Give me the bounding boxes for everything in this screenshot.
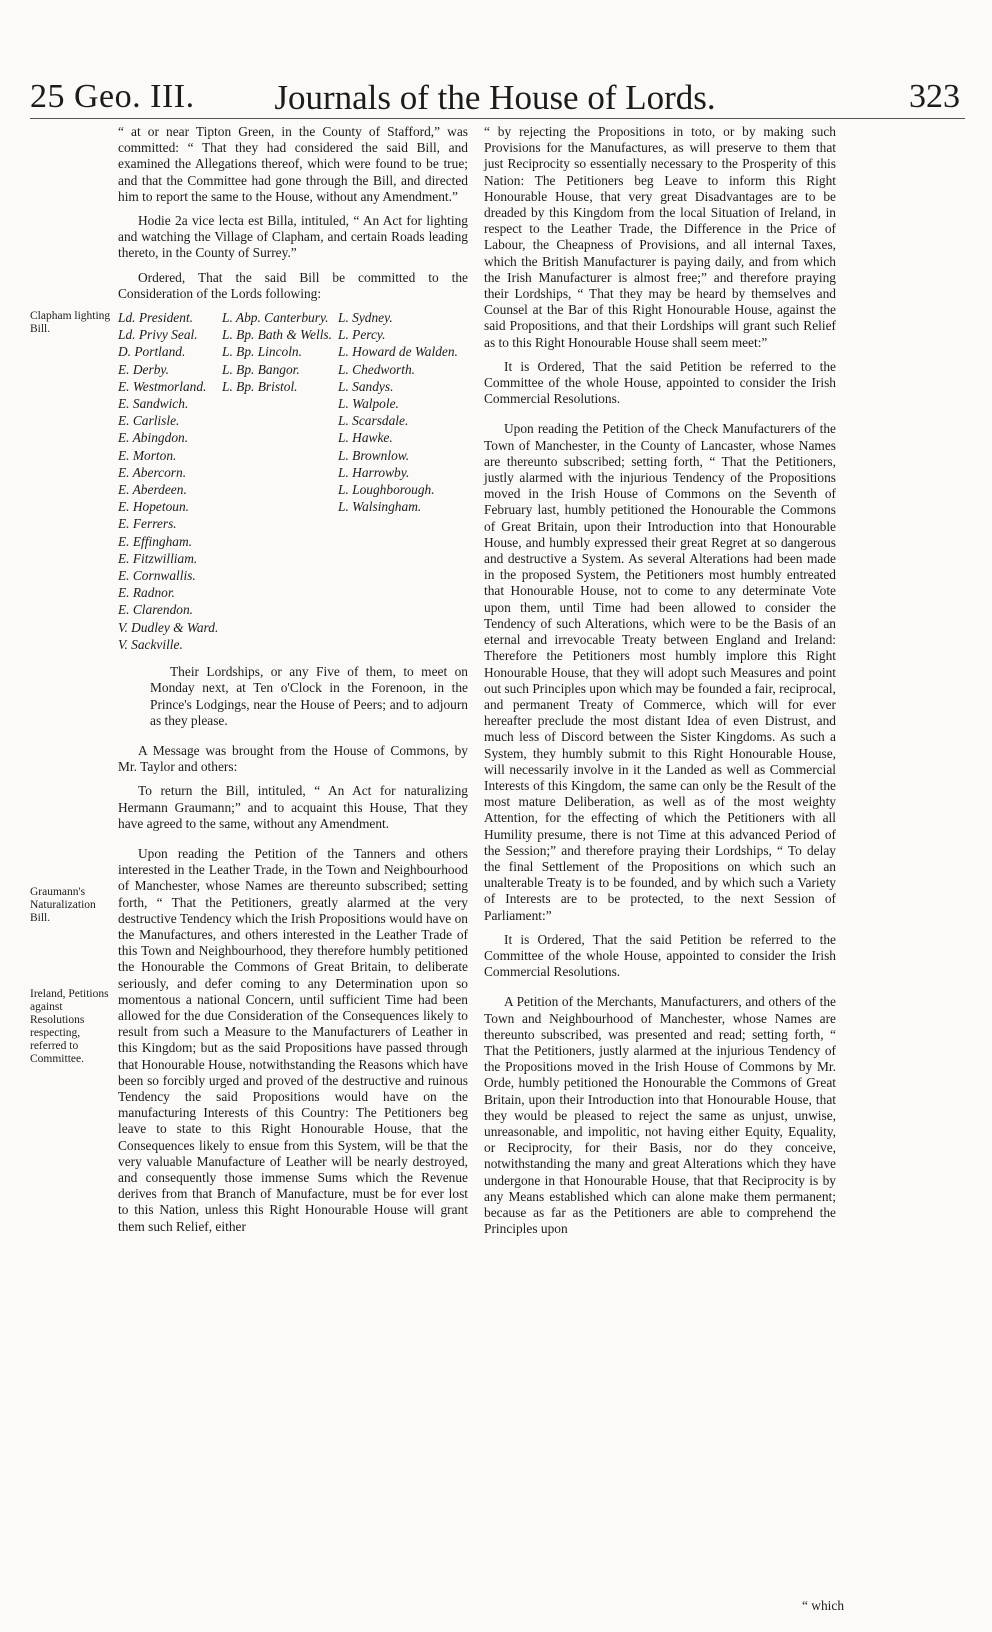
lord-name: L. Abp. Canterbury. bbox=[222, 310, 329, 326]
lord-name: E. Ferrers. bbox=[118, 516, 177, 532]
lords-column-2 bbox=[222, 310, 338, 654]
lords-column-1 bbox=[118, 310, 222, 654]
lord-name: E. Radnor. bbox=[118, 585, 175, 601]
lord-name: D. Portland. bbox=[118, 344, 186, 360]
lords-column-3 bbox=[338, 310, 468, 654]
lord-name: L. Bp. Bath & Wells. bbox=[222, 327, 332, 343]
paragraph: “ by rejecting the Propositions in toto, or by making such Provisions for the Manufactures, as will preserve to them that just Reciprocity so essentially necessary to the Prosperity of this Nation: The Petitioners beg Leave to inform this Right Honourable House, that very great Disadvantages are to be dreaded by this Kingdom from the local Situation of Ireland, in respect to the Leather Trade, the Difference in the Price of Labour, the Cheapness of Provisions, and all internal Taxes, which the British Manufacturer is paying daily, and from which the Irish Manufacturer is almost free;” and therefore praying their Lordships, “ That they may be heard by themselves and Counsel at the Bar of this Right Honourable House, against the said Propositions, and that their Lordships will grant such Relief as to this Right Honourable House shall seem meet:” bbox=[484, 124, 836, 350]
lords-list bbox=[118, 310, 468, 654]
lord-name: E. Cornwallis. bbox=[118, 568, 196, 584]
paragraph: “ at or near Tipton Green, in the County of Stafford,” was committed: “ That they had considered the said Bill, and examined the Allegations thereof, which were found to be true; and that the Committee had gone through the Bill, and directed him to report the same to the House, without any Amendment.” bbox=[118, 124, 468, 204]
paragraph: It is Ordered, That the said Petition be referred to the Committee of the whole House, appointed to consider the Irish Commercial Resolutions. bbox=[484, 931, 836, 980]
lord-name: L. Sandys. bbox=[338, 378, 394, 394]
lord-name: E. Clarendon. bbox=[118, 602, 194, 618]
lord-name: E. Abercorn. bbox=[118, 464, 187, 480]
regnal-year: 25 Geo. III. bbox=[30, 78, 195, 115]
running-title: Journals of the House of Lords. bbox=[274, 78, 716, 117]
lord-name: E. Carlisle. bbox=[118, 413, 180, 429]
paragraph: Upon reading the Petition of the Check Manufacturers of the Town of Manchester, in the County of Lancaster, whose Names are thereunto subscribed; setting forth, “ That the Petitioners, justly alarmed with the injurious Tendency of the Propositions moved in the Irish House of Commons on the Seventh of February last, humbly petitioned the Honourable the Commons of Great Britain, upon their Introduction into that Honourable House, and humbly expressed their great Regret at so dangerous and destructive a System. As several Alterations had been made in the proposed System, the Petitioners most humbly entreated that Honourable House, not to come to any determinate Vote upon them, until Time had been allowed to consider the Tendency of such Alterations, which were to be the Basis of an eternal and irrevocable Treaty between England and Ireland: Therefore the Petitioners most humbly implore this Right Honourable House, that they will adopt such Measures and point out such Principles upon which may be founded a fair, reciprocal, and permanent Treaty of Commerce, which will for ever hereafter preclude the most distant Idea of even Distrust, and much less of Discord between the Sister Kingdoms. As such a System, they humbly submit to this Right Honourable House, will necessarily involve in it the Landed as well as Commercial Interests of this Kingdom, the same can only be the Result of the most mature Deliberation, as well as of the most weighty Attention, for the effecting of which the Petitioners with all Humility presume, there is not Time at this advanced Period of the Session;” and therefore praying their Lordships, “ To delay the final Settlement of the Propositions on which such an unalterable Treaty is to be founded, and by which such a Variety of Interests are to be protected, to the next Session of Parliament:” bbox=[484, 421, 836, 923]
lord-name: L. Bp. Lincoln. bbox=[222, 344, 302, 360]
page-number: 323 bbox=[909, 78, 960, 115]
paragraph: It is Ordered, That the said Petition be referred to the Committee of the whole House, appointed to consider the Irish Commercial Resolutions. bbox=[484, 358, 836, 407]
paragraph: Upon reading the Petition of the Tanners and others interested in the Leather Trade, in the Town and Neighbourhood of Manchester, whose Names are thereunto subscribed; setting forth, “ That the Petitioners, greatly alarmed at the very destructive Tendency which the Irish Propositions would have on the Manufactures, and others interested in the Leather Trade of this Town and Neighbourhood, they therefore humbly petitioned the Honourable the Commons of Great Britain, to deliberate seriously, and defer coming to any Determination upon so momentous a national Concern, until sufficient Time had been allowed for the due Consideration of the Consequences likely to result from such a Measure to the Manufacturers of Leather in this Kingdom; but as the said Propositions have passed through that Honourable House, notwithstanding the Reasons which have been so forcibly urged and proved of the destructive and ruinous Tendency the said Propositions would have on the manufacturing Interests of this Country: The Petitioners beg leave to state to this Right Honourable House, that the Consequences likely to ensue from this System, will be that the very valuable Manufacture of Leather will be nearly destroyed, and consequently those immense Sums which the Revenue derives from that Branch of Manufacture, must be for ever lost to this Nation, unless this Right Honourable House will grant them such Relief, either bbox=[118, 845, 468, 1234]
lord-name: E. Morton. bbox=[118, 447, 177, 463]
header-rule bbox=[30, 118, 965, 119]
lord-name: E. Sandwich. bbox=[118, 396, 189, 412]
lord-name: L. Brownlow. bbox=[338, 447, 410, 463]
paragraph: Ordered, That the said Bill be committed to the Consideration of the Lords following: bbox=[118, 269, 468, 301]
paragraph: To return the Bill, intituled, “ An Act for naturalizing Hermann Graumann;” and to acquaint this House, That they have agreed to the same, without any Amendment. bbox=[118, 783, 468, 831]
lord-name: L. Percy. bbox=[338, 327, 386, 343]
lord-name: V. Dudley & Ward. bbox=[118, 619, 219, 635]
lord-name: L. Loughborough. bbox=[338, 482, 435, 498]
paragraph: Hodie 2a vice lecta est Billa, intituled, “ An Act for lighting and watching the Village of Clapham, and certain Roads leading thereto, in the County of Surrey.” bbox=[118, 213, 468, 261]
lord-name: L. Bp. Bristol. bbox=[222, 378, 298, 394]
lord-name: E. Aberdeen. bbox=[118, 482, 187, 498]
margin-note-graumann: Graumann's Naturalization Bill. bbox=[30, 886, 96, 924]
lord-name: L. Walsingham. bbox=[338, 499, 422, 515]
lord-name: L. Harrowby. bbox=[338, 464, 410, 480]
lord-name: E. Hopetoun. bbox=[118, 499, 190, 515]
lord-name: L. Hawke. bbox=[338, 430, 393, 446]
paragraph: A Message was brought from the House of Commons, by Mr. Taylor and others: bbox=[118, 742, 468, 775]
lord-name: L. Chedworth. bbox=[338, 361, 416, 377]
margin-note-clapham: Clapham lighting Bill. bbox=[30, 310, 111, 335]
lord-name: V. Sackville. bbox=[118, 636, 183, 652]
left-column bbox=[118, 124, 468, 1243]
lord-name: L. Sydney. bbox=[338, 310, 393, 326]
lord-name: L. Walpole. bbox=[338, 396, 399, 412]
lord-name: L. Scarsdale. bbox=[338, 413, 409, 429]
lord-name: E. Fitzwilliam. bbox=[118, 550, 198, 566]
paragraph: A Petition of the Merchants, Manufacturers, and others of the Town and Neighbourhood of Manchester, whose Names are thereunto subscribed, was presented and read; setting forth, “ That the Petitioners, justly alarmed at the injurious Tendency of the Propositions moved in the Irish House of Commons by Mr. Orde, humbly petitioned the Honourable the Commons of Great Britain, upon their Introduction into that Honourable House, that they would be pleased to reject the same as unjust, unwise, unreasonable, and impolitic, not having either Equity, Equality, or Reciprocity, for their Basis, nor do they conceive, notwithstanding the many and great Alterations which they have undergone in that Honourable House, that that Reciprocity is by any Means established which can alone make them permanent; because as far as the Petitioners are able to comprehend the Principles upon bbox=[484, 994, 836, 1237]
margin-note-ireland: Ireland, Petitions against Resolutions respecting, referred to Committee. bbox=[30, 988, 109, 1065]
lord-name: E. Effingham. bbox=[118, 533, 193, 549]
lord-name: E. Abingdon. bbox=[118, 430, 189, 446]
right-column bbox=[484, 124, 836, 1245]
lord-name: E. Westmorland. bbox=[118, 378, 207, 394]
lord-name: Ld. President. bbox=[118, 310, 194, 326]
lord-name: E. Derby. bbox=[118, 361, 169, 377]
catchword: “ which bbox=[802, 1598, 845, 1613]
lord-name: Ld. Privy Seal. bbox=[118, 327, 198, 343]
lord-name: L. Bp. Bangor. bbox=[222, 361, 300, 377]
paragraph: Their Lordships, or any Five of them, to meet on Monday next, at Ten o'Clock in the Forenoon, in the Prince's Lodgings, near the House of Peers; and to adjourn as they please. bbox=[150, 664, 468, 728]
lord-name: L. Howard de Walden. bbox=[338, 344, 458, 360]
